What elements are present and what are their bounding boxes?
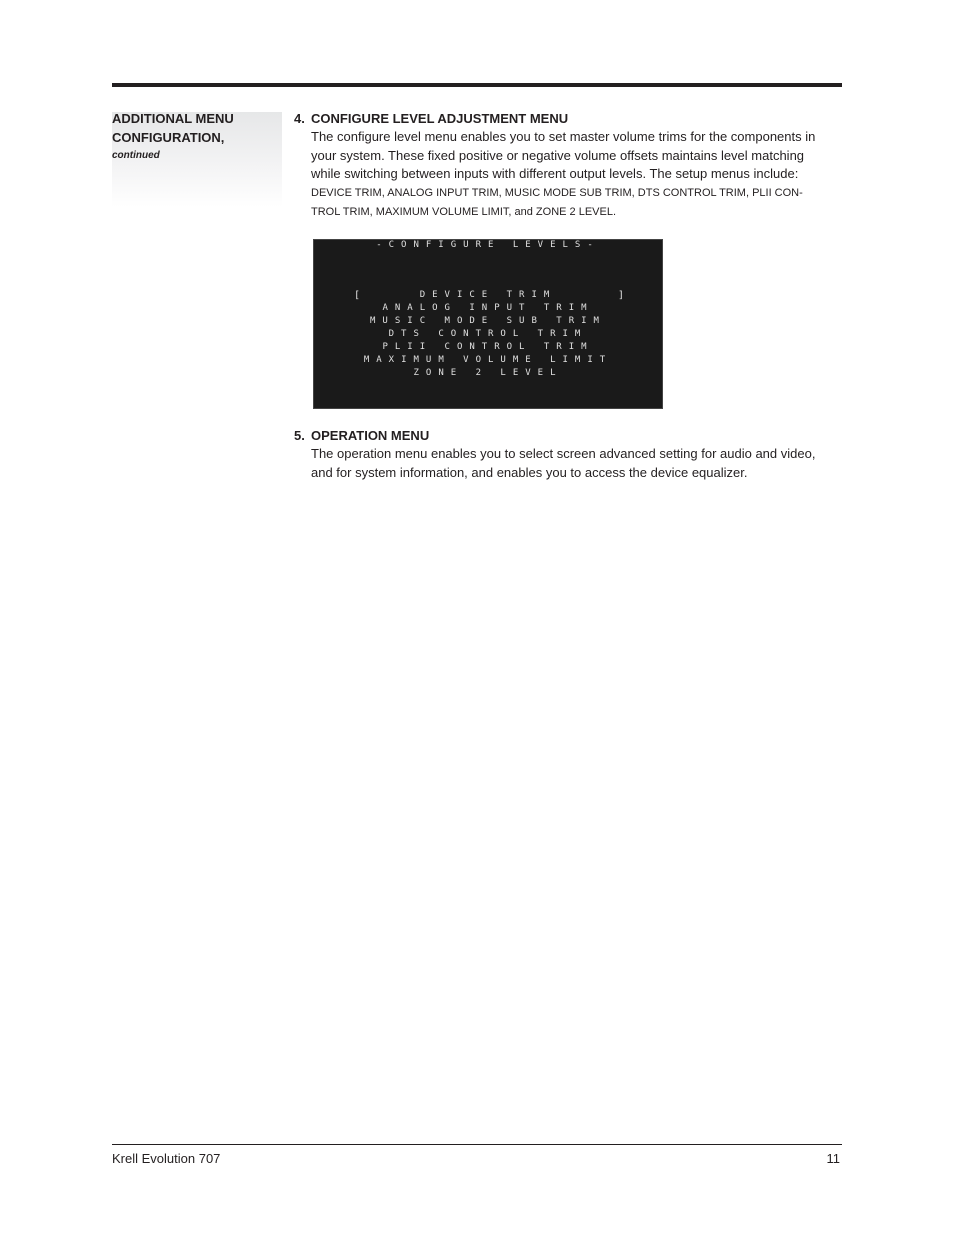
section-body bbox=[311, 445, 842, 482]
footer-rule bbox=[112, 1144, 842, 1145]
screen-item-plii-control-trim: PLII CONTROL TRIM bbox=[382, 342, 594, 352]
section-heading bbox=[294, 427, 842, 445]
screen-item-zone-2-level: ZONE 2 LEVEL bbox=[413, 368, 563, 378]
screen-item-dts-control-trim: DTS CONTROL TRIM bbox=[388, 329, 588, 339]
setup-menu-list bbox=[311, 184, 842, 222]
configure-levels-screenshot bbox=[313, 239, 663, 409]
sidebar-title-line2: CONFIGURATION, bbox=[112, 130, 225, 145]
body-line: while switching between inputs with different output levels. The setup menus include: bbox=[311, 166, 799, 181]
body-line: your system. These fixed positive or negative volume offsets maintains level matching bbox=[311, 147, 805, 163]
sidebar-title-line1: ADDITIONAL MENU bbox=[112, 111, 234, 126]
footer-product-name: Krell Evolution 707 bbox=[112, 1151, 221, 1166]
screen-title: -CONFIGURE LEVELS- bbox=[376, 240, 600, 250]
body-line: and for system information, and enables you to access the device equalizer. bbox=[311, 464, 748, 480]
section-title: OPERATION MENU bbox=[311, 428, 430, 443]
sidebar-heading-box bbox=[112, 112, 282, 207]
screen-item-analog-input-trim: ANALOG INPUT TRIM bbox=[382, 303, 594, 313]
screen-item-music-mode-sub-trim: MUSIC MODE SUB TRIM bbox=[370, 316, 606, 326]
screen-item-device-trim: DEVICE TRIM bbox=[419, 290, 557, 300]
top-rule bbox=[112, 83, 842, 87]
section-title: CONFIGURE LEVEL ADJUSTMENT MENU bbox=[311, 111, 569, 126]
section-number: 5. bbox=[294, 428, 305, 443]
list-line: TROL TRIM, MAXIMUM VOLUME LIMIT, and ZONE 2 LEVEL. bbox=[311, 205, 617, 218]
list-line: DEVICE TRIM, ANALOG INPUT TRIM, MUSIC MODE SUB TRIM, DTS CONTROL TRIM, PLII CON- bbox=[311, 186, 803, 199]
screen-bracket-left: [ bbox=[354, 290, 361, 301]
screen-item-maximum-volume-limit: MAXIMUM VOLUME LIMIT bbox=[363, 355, 613, 365]
body-line: The operation menu enables you to select screen advanced setting for audio and video, bbox=[311, 446, 816, 461]
section-number: 4. bbox=[294, 111, 305, 126]
sidebar-title bbox=[112, 109, 282, 147]
footer-page-number: 11 bbox=[826, 1151, 840, 1166]
screen-bracket-right: ] bbox=[618, 290, 625, 301]
section-configure-level bbox=[294, 110, 842, 222]
body-line: The configure level menu enables you to set master volume trims for the components in bbox=[311, 129, 816, 144]
section-heading bbox=[294, 110, 842, 128]
section-operation-menu bbox=[294, 427, 842, 482]
section-body bbox=[311, 128, 842, 184]
sidebar-continued: continued bbox=[112, 150, 160, 161]
